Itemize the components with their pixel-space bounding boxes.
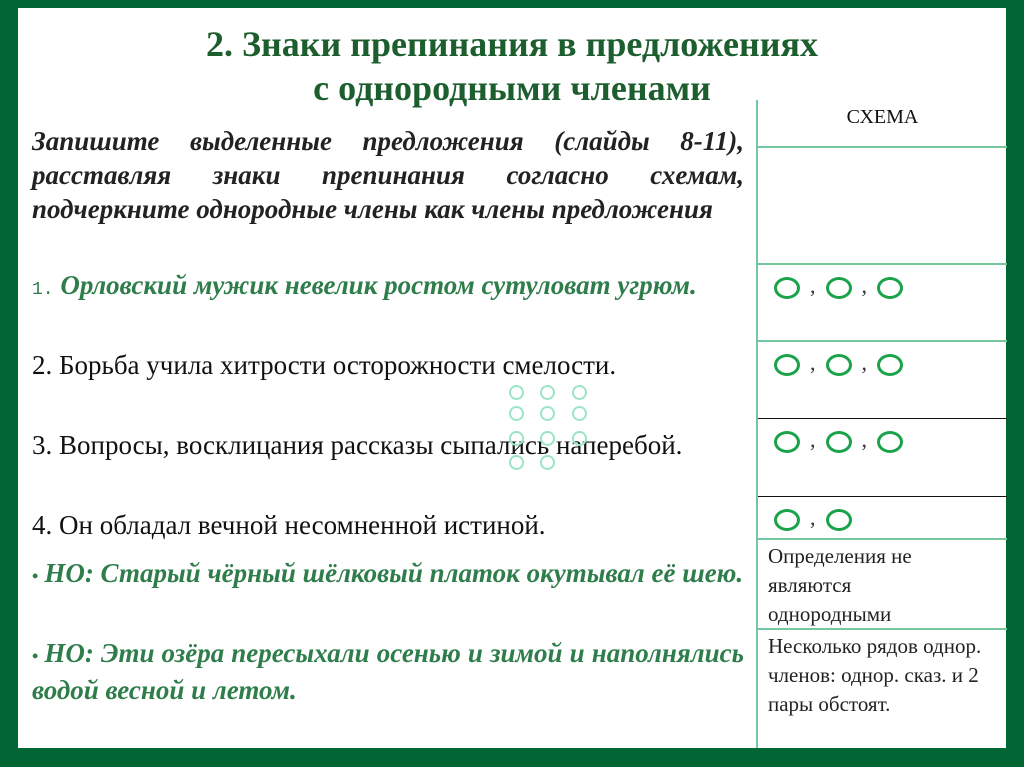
scheme-row-6 xyxy=(758,628,1007,750)
scheme-row-1 xyxy=(758,263,1007,342)
circle-icon xyxy=(774,354,800,376)
title-line-2: с однородными членами xyxy=(313,68,711,108)
scheme-row-empty xyxy=(758,146,1007,265)
comma: , xyxy=(810,505,816,530)
sentence-number: 1. xyxy=(32,280,54,300)
scheme-row-4 xyxy=(758,496,1007,539)
sentence-but-2 xyxy=(32,636,744,707)
scheme-note-1: Определения не являются однородными xyxy=(768,544,912,626)
circle-icon xyxy=(877,354,903,376)
bullet: • xyxy=(32,646,39,666)
scheme-header: СХЕМА xyxy=(846,106,919,128)
circle-icon xyxy=(826,509,852,531)
circle-icon xyxy=(540,385,555,400)
scheme-note-2: Несколько рядов однор. членов: однор. сказ. и 2 пары обстоят. xyxy=(768,634,982,716)
sentence-text: Орловский мужик невелик ростом сутуловат угрюм. xyxy=(60,270,697,300)
circle-icon xyxy=(540,455,555,470)
scheme-row-2 xyxy=(758,340,1007,420)
sentence-2: 2. Борьба учила хитрости осторожности смелости. xyxy=(32,350,617,380)
scheme-table xyxy=(756,100,1007,748)
circle-icon xyxy=(572,385,587,400)
circle-icon xyxy=(826,354,852,376)
circle-icon xyxy=(826,431,852,453)
bullet: • xyxy=(32,566,39,586)
slide-title xyxy=(0,22,1024,110)
comma: , xyxy=(810,273,816,298)
sentence-text: НО: Старый чёрный шёлковый платок окутывал её шею. xyxy=(44,558,744,588)
title-line-1: 2. Знаки препинания в предложениях xyxy=(206,24,818,64)
scheme-row-5 xyxy=(758,538,1007,630)
sentence-3: 3. Вопросы, восклицания рассказы сыпались наперебой. xyxy=(32,430,683,460)
comma: , xyxy=(810,350,816,375)
sentence-4: 4. Он обладал вечной несомненной истиной. xyxy=(32,510,546,540)
circle-icon xyxy=(877,431,903,453)
circle-icon xyxy=(509,385,524,400)
sentence-text: НО: Эти озёра пересыхали осенью и зимой и наполнялись водой весной и летом. xyxy=(32,638,744,705)
sentence-1 xyxy=(32,268,744,307)
comma: , xyxy=(861,427,867,452)
scheme-row-3 xyxy=(758,418,1007,497)
task-text: Запишите выделенные предложения (слайды 8-11), расставляя знаки препинания согласно схемам, подчеркните однородные члены как члены предложения xyxy=(32,126,744,224)
circle-icon xyxy=(774,509,800,531)
comma: , xyxy=(861,350,867,375)
circle-icon xyxy=(572,431,587,446)
comma: , xyxy=(861,273,867,298)
circle-icon xyxy=(509,431,524,446)
circle-icon xyxy=(509,455,524,470)
circle-icon xyxy=(540,406,555,421)
circle-icon xyxy=(877,277,903,299)
sentence-but-1 xyxy=(32,556,744,593)
circle-icon xyxy=(774,431,800,453)
comma: , xyxy=(810,427,816,452)
circle-icon xyxy=(572,406,587,421)
circle-icon xyxy=(540,431,555,446)
circle-icon xyxy=(509,406,524,421)
circle-icon xyxy=(826,277,852,299)
circle-icon xyxy=(774,277,800,299)
